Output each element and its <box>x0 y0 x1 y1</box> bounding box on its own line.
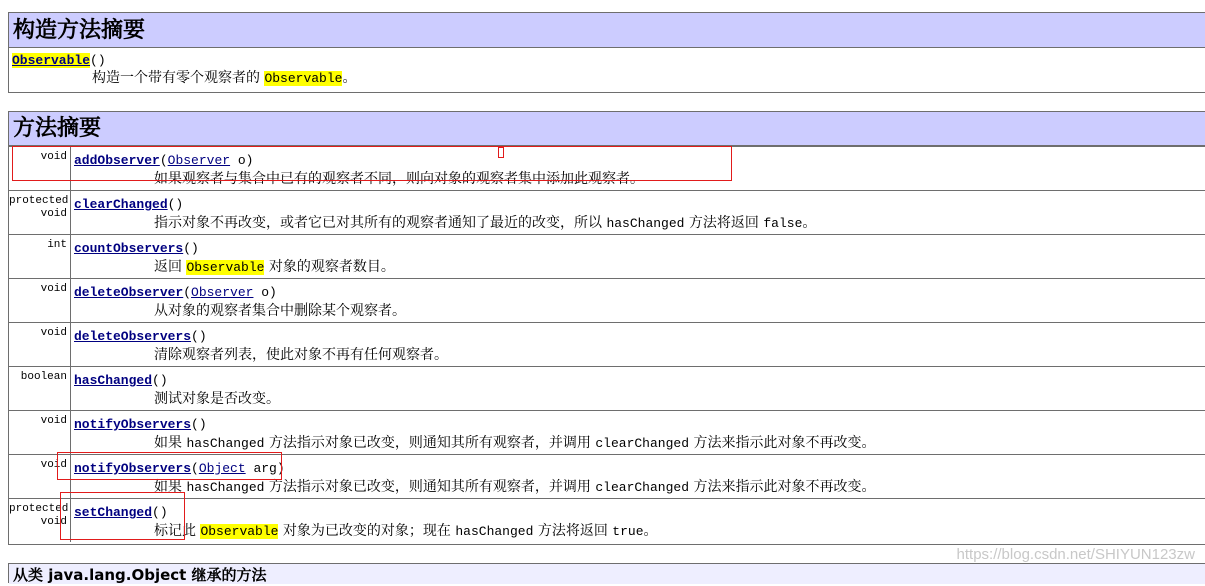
method-description: 返回 Observable 对象的观察者数目。 <box>154 259 395 275</box>
watermark: https://blog.csdn.net/SHIYUN123zw <box>956 546 1195 563</box>
annotation-box-setChanged <box>60 492 185 540</box>
constructor-row <box>9 48 1205 88</box>
method-row-setChanged: protected void setChanged() 标记此 Observable 对象为已改变的对象；现在 hasChanged 方法将返回 true。 <box>9 498 1205 542</box>
annotation-marker <box>498 147 504 158</box>
method-row-hasChanged: boolean hasChanged() 测试对象是否改变。 <box>9 366 1205 410</box>
method-description: 如果 hasChanged 方法指示对象已改变，则通知其所有观察者，并调用 clearChanged 方法来指示此对象不再改变。 <box>154 479 876 495</box>
method-link-setChanged[interactable]: setChanged <box>74 505 153 520</box>
method-link-clearChanged[interactable]: clearChanged <box>74 197 168 212</box>
method-link-deleteObservers[interactable]: deleteObservers <box>74 329 192 344</box>
modifier: protected void <box>9 499 71 542</box>
constructor-summary-title: 构造方法摘要 <box>9 13 1205 48</box>
method-link-notifyObservers-arg[interactable]: notifyObservers <box>74 461 192 476</box>
method-summary-title: 方法摘要 <box>9 112 1205 146</box>
method-description: 从对象的观察者集合中删除某个观察者。 <box>154 303 406 319</box>
constructor-link[interactable]: Observable <box>12 53 91 68</box>
method-description: 指示对象不再改变，或者它已对其所有的观察者通知了最近的改变，所以 hasChanged 方法将返回 false。 <box>154 215 817 231</box>
method-row-addObserver: void addObserver(Observer o) 如果观察者与集合中已有的观察者不同，则向对象的观察者集中添加此观察者。 <box>9 146 1205 190</box>
modifier: void <box>9 455 71 498</box>
method-link-addObserver[interactable]: addObserver <box>74 153 160 168</box>
constructor-params: () <box>90 53 106 68</box>
modifier: void <box>9 411 71 454</box>
modifier: void <box>9 279 71 322</box>
modifier: void <box>9 323 71 366</box>
method-link-countObservers[interactable]: countObservers <box>74 241 184 256</box>
method-description: 如果观察者与集合中已有的观察者不同，则向对象的观察者集中添加此观察者。 <box>154 171 644 187</box>
inherited-methods-table <box>8 563 1205 583</box>
modifier: boolean <box>9 367 71 410</box>
constructor-summary-table <box>8 12 1205 93</box>
constructor-description: 构造一个带有零个观察者的 Observable。 <box>92 70 357 86</box>
method-description: 标记此 Observable 对象为已改变的对象；现在 hasChanged 方法将返回 true。 <box>154 523 658 539</box>
type-link-Observer[interactable]: Observer <box>167 153 231 168</box>
method-description: 清除观察者列表，使此对象不再有任何观察者。 <box>154 347 448 363</box>
annotation-box-addObserver <box>12 146 732 181</box>
inherited-methods-title: 从类 java.lang.Object 继承的方法 <box>9 564 1205 584</box>
method-row-notifyObservers: void notifyObservers() 如果 hasChanged 方法指示对象已改变，则通知其所有观察者，并调用 clearChanged 方法来指示此对象不再改变。 <box>9 410 1205 454</box>
method-row-deleteObserver: void deleteObserver(Observer o) 从对象的观察者集合中删除某个观察者。 <box>9 278 1205 322</box>
method-link-notifyObservers[interactable]: notifyObservers <box>74 417 192 432</box>
type-link-Observer[interactable]: Observer <box>191 285 254 300</box>
method-row-notifyObservers-arg: void notifyObservers(Object arg) 如果 hasChanged 方法指示对象已改变，则通知其所有观察者，并调用 clearChanged 方法来指示此对象不再改变。 <box>9 454 1205 498</box>
modifier: void <box>9 147 71 190</box>
method-link-deleteObserver[interactable]: deleteObserver <box>74 285 184 300</box>
annotation-box-notifyObservers-arg <box>57 452 282 480</box>
modifier: protected void <box>9 191 71 234</box>
method-row-countObservers: int countObservers() 返回 Observable 对象的观察者数目。 <box>9 234 1205 278</box>
method-description: 如果 hasChanged 方法指示对象已改变，则通知其所有观察者，并调用 clearChanged 方法来指示此对象不再改变。 <box>154 435 876 451</box>
type-link-Object[interactable]: Object <box>198 461 246 476</box>
method-row-clearChanged: protected void clearChanged() 指示对象不再改变，或者它已对其所有的观察者通知了最近的改变，所以 hasChanged 方法将返回 false。 <box>9 190 1205 234</box>
method-description: 测试对象是否改变。 <box>154 391 280 407</box>
method-row-deleteObservers: void deleteObservers() 清除观察者列表，使此对象不再有任何观察者。 <box>9 322 1205 366</box>
method-link-hasChanged[interactable]: hasChanged <box>74 373 153 388</box>
modifier: int <box>9 235 71 278</box>
